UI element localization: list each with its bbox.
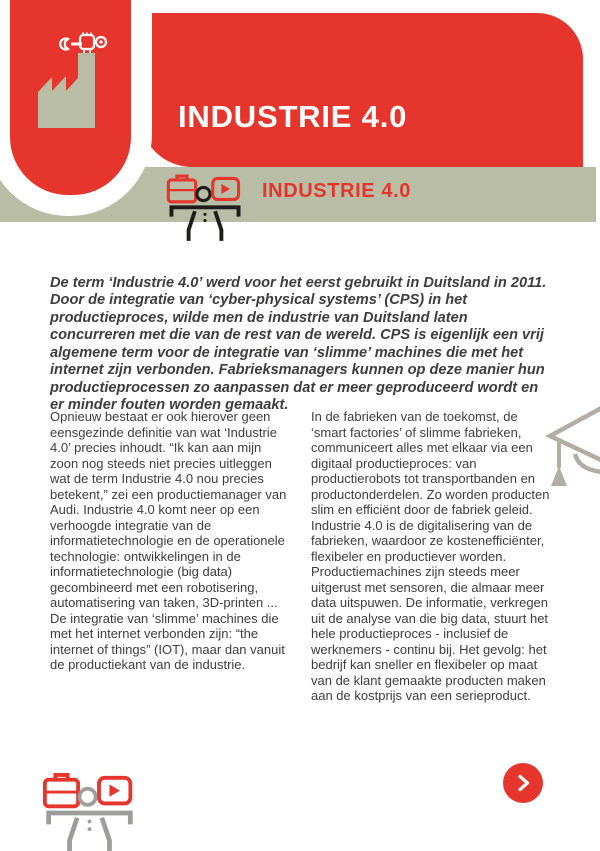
article-columns: [50, 396, 554, 717]
section-label: INDUSTRIE 4.0: [262, 180, 411, 202]
brand-tab: [10, 0, 131, 195]
page-title: INDUSTRIE 4.0: [178, 99, 408, 134]
next-page-button[interactable]: [503, 763, 543, 803]
header-banner: [140, 13, 583, 167]
article-column-left: Opnieuw bestaat er ook hierover geen eensgezinde definitie van wat ‘Industrie 4.0’ precies inhoudt. “Ik kan aan mijn zoon nog steeds niet precies uitleggen wat de term Industrie 4.0 nou precies betekent,” zei een productiemanager van Audi. Industrie 4.0 komt neer op een verhoogde integratie van de informatietechnologie en de operationele technologie: ontwikkelingen in de informatietechnologie (big data) gecombineerd met een robotisering, automatisering van taken, 3D-printen ... De integratie van ‘slimme’ machines die met het internet verbonden zijn: “the internet of things” (IOT), maar dan vanuit de productiekant van de industrie.: [50, 409, 287, 672]
factory-with-wrench-icon: [10, 0, 131, 195]
chevron-right-icon: [512, 772, 534, 794]
article-column-right: In de fabrieken van de toekomst, de ‘smart factories’ of slimme fabrieken, communiceert alles met elkaar via een digitaal productieproces: van productierobots tot transportbanden en productonderdelen. Zo worden producten slim en efficiënt door de fabriek geleid. Industrie 4.0 is de digitalisering van de fabrieken, waardoor ze kostenefficiënter, flexibeler en productiever worden. Productiemachines zijn steeds meer uitgerust met sensoren, die almaar meer data uitspuwen. De informatie, verkregen uit de analyse van die big data, stuurt het hele productieproces - inclusief de werknemers - continu bij. Het gevolg: het bedrijf kan sneller en flexibeler op maat van de klant gemaakte producten maken aan de kostprijs van een serieproduct.: [311, 409, 550, 703]
graduation-cap-icon: [545, 398, 600, 490]
worker-briefcase-video-icon: [42, 770, 137, 851]
intro-paragraph: De term ‘Industrie 4.0’ werd voor het eerst gebruikt in Duitsland in 2011. Door de integratie van ‘cyber-physical systems’ (CPS) in het productieproces, wilde men de industrie van Duitsland laten concurreren met die van de rest van de wereld. CPS is eigenlijk een vrij algemene term voor de integratie van ‘slimme’ machines die met het internet zijn verbonden. Fabrieksmanagers kunnen op deze manier hun productieprocessen zo aanpassen dat er meer geproduceerd wordt en er minder fouten worden gemaakt.: [50, 274, 547, 414]
worker-briefcase-video-icon: [166, 172, 244, 241]
